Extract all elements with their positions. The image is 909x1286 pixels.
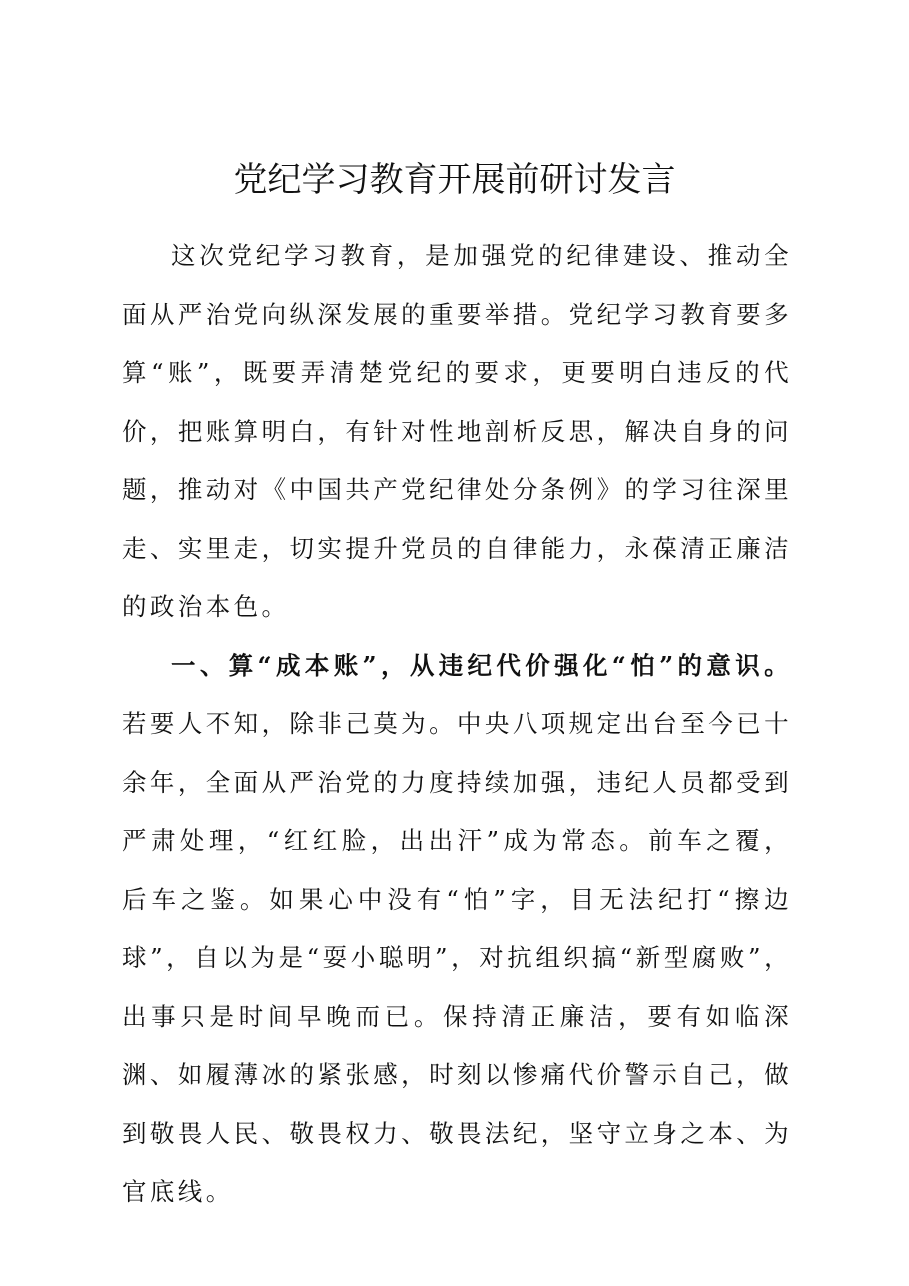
document-title: 党纪学习教育开展前研讨发言: [233, 160, 676, 200]
section-1-heading: 一、算“成本账”，从违纪代价强化“怕”的意识。: [171, 650, 792, 680]
document-body: [122, 227, 792, 1222]
intro-paragraph: 这次党纪学习教育，是加强党的纪律建设、推动全面从严治党向纵深发展的重要举措。党纪学习教育要多算“账”，既要弄清楚党纪的要求，更要明白违反的代价，把账算明白，有针对性地剖析反思，解决自身的问题，推动对《中国共产党纪律处分条例》的学习往深里走、实里走，切实提升党员的自律能力，永葆清正廉洁的政治本色。: [122, 241, 792, 621]
section-1-paragraph: [122, 637, 792, 1222]
section-1-body: 若要人不知，除非己莫为。中央八项规定出台至今已十余年，全面从严治党的力度持续加强，违纪人员都受到严肃处理，“红红脸，出出汗”成为常态。前车之覆，后车之鉴。如果心中没有“怕”字，目无法纪打“擦边球”，自以为是“耍小聪明”，对抗组织搞“新型腐败”，出事只是时间早晚而已。保持清正廉洁，要有如临深渊、如履薄冰的紧张感，时刻以惨痛代价警示自己，做到敬畏人民、敬畏权力、敬畏法纪，坚守立身之本、为官底线。: [122, 709, 792, 1206]
